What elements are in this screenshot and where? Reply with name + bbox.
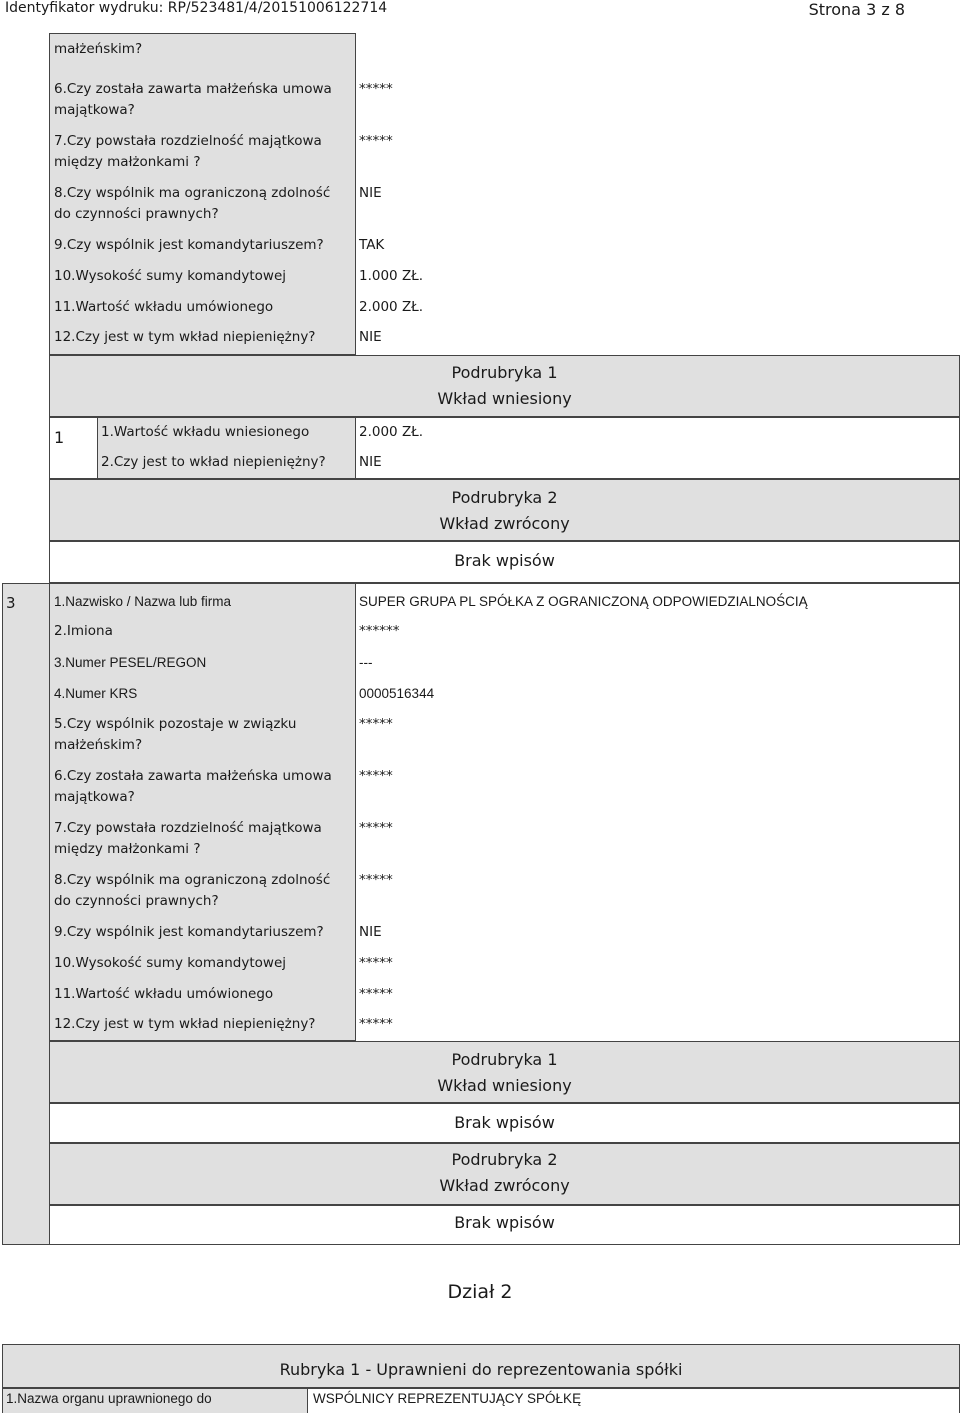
question-label: 2.Czy jest to wkład niepieniężny? — [101, 454, 326, 470]
subsection-subtitle: Wkład wniesiony — [437, 389, 572, 408]
question-label: 1.Nazwa organu uprawnionego do — [6, 1391, 212, 1406]
answer-value: ***** — [359, 872, 393, 888]
partner-index: 3 — [6, 594, 16, 612]
page-number: Strona 3 z 8 — [808, 0, 905, 19]
question-label: 6.Czy została zawarta małżeńska umowa majątkowa? — [54, 768, 332, 805]
entry-index: 1 — [54, 428, 65, 447]
question-label: 12.Czy jest w tym wkład niepieniężny? — [54, 1016, 316, 1032]
answer-value: ***** — [359, 716, 393, 732]
question-label: 1.Wartość wkładu wniesionego — [101, 424, 310, 440]
subsection-header-contribution-returned — [49, 479, 960, 541]
answer-value: ****** — [359, 623, 400, 639]
subsection-header-contribution-returned — [49, 1143, 960, 1205]
answer-value: --- — [359, 655, 373, 670]
question-label: małżeńskim? — [54, 41, 143, 57]
subsection-title: Podrubryka 2 — [451, 1150, 558, 1169]
answer-value: ***** — [359, 1016, 393, 1032]
answer-value: NIE — [359, 454, 382, 470]
empty-notice: Brak wpisów — [454, 551, 555, 570]
question-label: 10.Wysokość sumy komandytowej — [54, 268, 287, 284]
question-label: 7.Czy powstała rozdzielność majątkowa między małżonkami ? — [54, 133, 322, 170]
subsection-subtitle: Wkład zwrócony — [439, 514, 570, 533]
question-label: 3.Numer PESEL/REGON — [54, 655, 207, 670]
question-label: 6.Czy została zawarta małżeńska umowa majątkowa? — [54, 81, 332, 118]
subsection-empty — [49, 541, 960, 583]
rubric-title: Rubryka 1 - Uprawnieni do reprezentowania spółki — [279, 1360, 683, 1379]
krs-number: 0000516344 — [359, 686, 435, 701]
answer-value: ***** — [359, 986, 393, 1002]
question-label: 11.Wartość wkładu umówionego — [54, 986, 274, 1002]
answer-value: 2.000 ZŁ. — [359, 299, 424, 315]
question-label: 8.Czy wspólnik ma ograniczoną zdolność do czynności prawnych? — [54, 185, 331, 222]
answer-value: ***** — [359, 820, 393, 836]
empty-notice: Brak wpisów — [454, 1113, 555, 1132]
subsection-empty — [49, 1103, 960, 1143]
answer-value: ***** — [359, 768, 393, 784]
subsection-empty — [49, 1205, 960, 1245]
empty-notice: Brak wpisów — [454, 1213, 555, 1232]
subsection-subtitle: Wkład zwrócony — [439, 1176, 570, 1195]
question-label: 12.Czy jest w tym wkład niepieniężny? — [54, 329, 316, 345]
answer-value: 2.000 ZŁ. — [359, 424, 424, 440]
subsection-title: Podrubryka 1 — [451, 363, 558, 382]
answer-value: NIE — [359, 185, 382, 201]
section-title: Dział 2 — [447, 1281, 513, 1303]
company-name: SUPER GRUPA PL SPÓŁKA Z OGRANICZONĄ ODPOWIEDZIALNOŚCIĄ — [359, 594, 808, 609]
answer-value: 1.000 ZŁ. — [359, 268, 424, 284]
subsection-header-contribution-paid — [49, 1041, 960, 1103]
question-label: 10.Wysokość sumy komandytowej — [54, 955, 287, 971]
answer-value: WSPÓLNICY REPREZENTUJĄCY SPÓŁKĘ — [313, 1391, 582, 1406]
question-label: 8.Czy wspólnik ma ograniczoną zdolność do czynności prawnych? — [54, 872, 331, 909]
subsection-title: Podrubryka 1 — [451, 1050, 558, 1069]
question-label: 9.Czy wspólnik jest komandytariuszem? — [54, 237, 324, 253]
question-label: 1.Nazwisko / Nazwa lub firma — [54, 594, 232, 609]
subsection-header-contribution-paid — [49, 355, 960, 417]
question-label: 5.Czy wspólnik pozostaje w związku małżeńskim? — [54, 716, 297, 753]
question-label: 4.Numer KRS — [54, 686, 138, 701]
rubric-header — [2, 1344, 960, 1388]
question-label: 11.Wartość wkładu umówionego — [54, 299, 274, 315]
answer-value: TAK — [359, 237, 385, 253]
answer-value: NIE — [359, 924, 382, 940]
answer-value: ***** — [359, 81, 393, 97]
subsection-title: Podrubryka 2 — [451, 488, 558, 507]
question-label: 9.Czy wspólnik jest komandytariuszem? — [54, 924, 324, 940]
question-label: 7.Czy powstała rozdzielność majątkowa między małżonkami ? — [54, 820, 322, 857]
print-identifier: Identyfikator wydruku: RP/523481/4/20151006122714 — [5, 0, 388, 16]
answer-value: ***** — [359, 955, 393, 971]
subsection-subtitle: Wkład wniesiony — [437, 1076, 572, 1095]
answer-value: ***** — [359, 133, 393, 149]
answer-value: NIE — [359, 329, 382, 345]
question-label: 2.Imiona — [54, 623, 113, 639]
